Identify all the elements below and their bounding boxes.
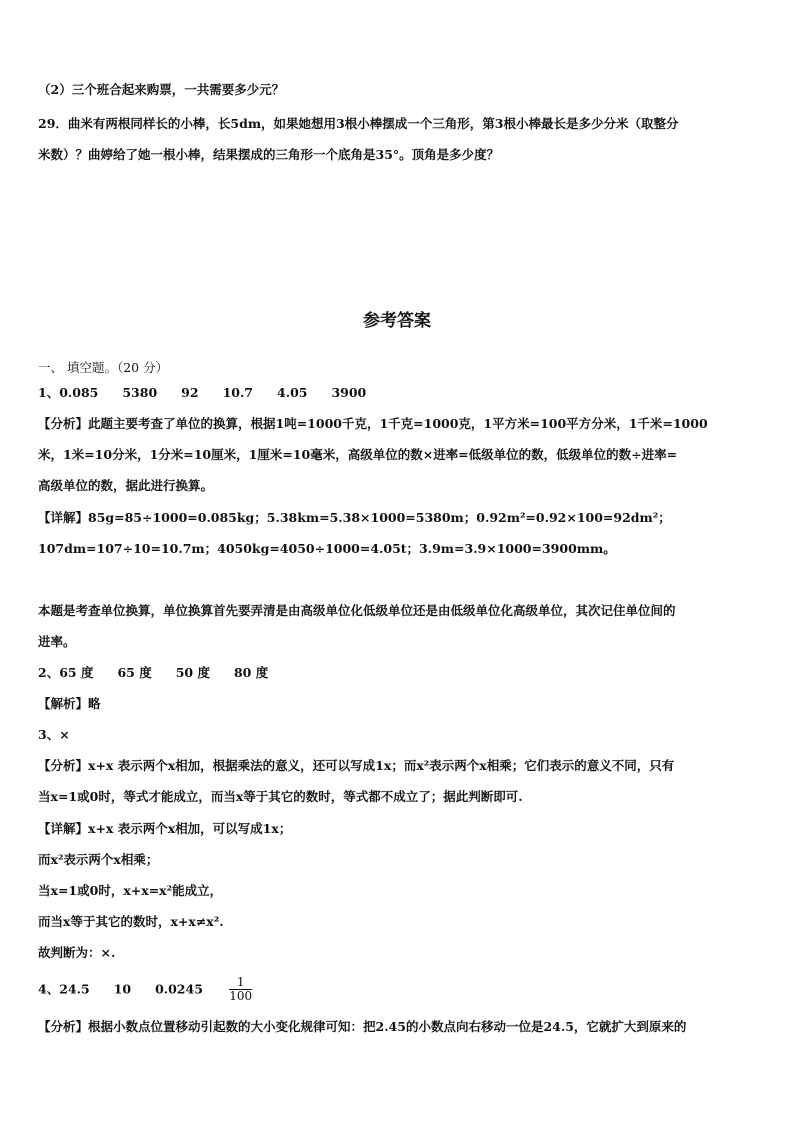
answer-value: 50 度 [175,665,210,680]
answer-4-number: 4、 [38,981,60,997]
note-1-line2: 进率。 [38,634,76,649]
answer-value: 92 [181,385,199,400]
answer-1 [38,384,758,402]
detail-3-line4: 而当x等于其它的数时，x+x≠x². [38,914,224,929]
answer-value: 10 [113,981,132,997]
analysis-3-line2: 当x=1或0时，等式才能成立，而当x等于其它的数时，等式都不成立了；据此判断即可. [38,789,523,804]
analysis-1-line3: 高级单位的数，据此进行换算。 [38,478,214,493]
note-1-line1: 本题是考查单位换算，单位换算首先要弄清是由高级单位化低级单位还是由低级单位化高级单位，其次记住单位间的 [38,603,676,618]
section-heading: 一、 填空题。（20 分） [38,360,169,375]
answer-value: 0.085 [59,385,99,400]
answer-3: 3、× [38,727,70,742]
answer-value: 24.5 [59,981,90,997]
answer-1-number: 1、 [38,385,60,400]
detail-3-line3: 当x=1或0时，x+x=x²能成立， [38,883,223,898]
answer-4 [38,976,758,1012]
answer-value: 65 度 [59,665,94,680]
fraction-numerator: 1 [236,975,245,989]
detail-1-line2: 107dm=107÷10=10.7m；4050kg=4050÷1000=4.05t；3.9m=3.9×1000=3900mm。 [38,541,616,556]
answer-2-number: 2、 [38,665,60,680]
answer-value: 65 度 [117,665,152,680]
detail-3-line2: 而x²表示两个x相乘； [38,852,159,867]
question-29-line1: 29．曲米有两根同样长的小棒，长5dm，如果她想用3根小棒摆成一个三角形，第3根小棒最长是多少分米（取整分 [38,116,679,131]
analysis-3-line1: 【分析】x+x 表示两个x相加，根据乘法的意义，还可以写成1x；而x²表示两个x相乘；它们表示的意义不同，只有 [38,758,675,773]
question-29-line2: 米数）？曲婷给了她一根小棒，结果摆成的三角形一个底角是35°。顶角是多少度？ [38,147,500,162]
analysis-1-line2: 米，1米=10分米，1分米=10厘米，1厘米=10毫米，高级单位的数×进率=低级单位的数，低级单位的数÷进率= [38,447,678,462]
answer-value: 0.0245 [155,981,203,997]
answer-value: 4.05 [277,385,308,400]
answer-value: 80 度 [233,665,269,680]
answer-value: 10.7 [222,385,254,400]
analysis-1-line1: 【分析】此题主要考查了单位的换算，根据1吨=1000千克，1千克=1000克，1平方米=100平方分米，1千米=1000 [38,416,708,431]
analysis-2: 【解析】略 [38,696,101,711]
answer-value: 5380 [122,385,158,400]
detail-3-line5: 故判断为：×. [38,945,116,960]
detail-3-line1: 【详解】x+x 表示两个x相加，可以写成1x； [38,821,292,836]
fraction-denominator: 100 [229,989,253,1003]
fraction [229,976,252,1003]
answer-value: 3900 [331,385,367,400]
detail-1-line1: 【详解】85g=85÷1000=0.085kg；5.38km=5.38×1000=5380m；0.92m²=0.92×100=92dm²； [38,510,671,525]
answer-2 [38,664,758,682]
analysis-4-line1: 【分析】根据小数点位置移动引起数的大小变化规律可知：把2.45的小数点向右移动一位是24.5，它就扩大到原来的 [38,1019,687,1034]
answer-title: 参考答案 [363,311,431,331]
question-2-part: （2）三个班合起来购票，一共需要多少元？ [38,82,285,97]
